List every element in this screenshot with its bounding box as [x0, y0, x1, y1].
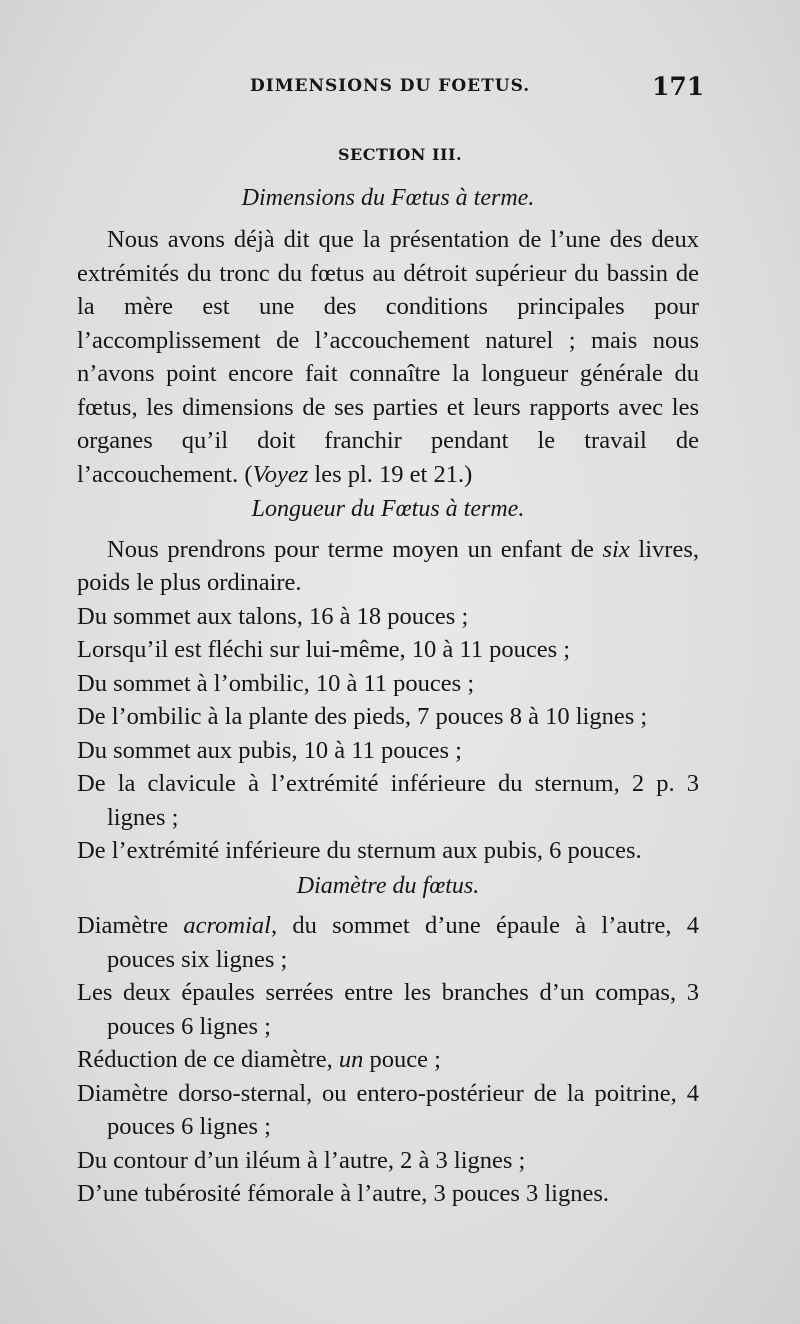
list-item: De la clavicule à l’extrémité inférieure du sternum, 2 p. 3 lignes ; [77, 770, 699, 831]
item-italic: acromial [183, 912, 271, 939]
list-item: Du contour d’un iléum à l’autre, 2 à 3 lignes ; [77, 1146, 526, 1174]
list-item: Du sommet aux pubis, 10 à 11 pouces ; [77, 736, 462, 764]
list-item: De l’ombilic à la plante des pieds, 7 pouces 8 à 10 lignes ; [77, 703, 648, 730]
item-text: Diamètre [77, 912, 184, 939]
list-item [77, 909, 699, 976]
list-item: Du sommet à l’ombilic, 10 à 11 pouces ; [77, 669, 475, 697]
intro-text: Nous avons déjà dit que la présentation de l’une des deux extrémités du tronc du fœtus au détroit supérieur du bassin de la mère est une des conditions principales pour l’accomplissement de l’accouchement naturel ; mais nous n’avons point encore fait connaître la longueur générale du fœtus, les dimensions de ses parties et leurs rapports avec les organes qu’il doit franchir pendant le travail de l’accouchement. ( [77, 226, 699, 488]
list-item: Diamètre dorso-sternal, ou entero-postérieur de la poitrine, 4 pouces 6 lignes ; [77, 1079, 699, 1140]
list-item [77, 1043, 699, 1077]
list-item: D’une tubérosité fémorale à l’autre, 3 pouces 3 lignes. [77, 1180, 610, 1207]
item-text-end: pouce ; [363, 1046, 441, 1073]
item-italic: un [338, 1046, 364, 1073]
longueur-intro-text: Nous prendrons pour terme moyen un enfant de [107, 535, 603, 563]
list-item: Les deux épaules serrées entre les branches d’un compas, 3 pouces 6 lignes ; [77, 979, 699, 1040]
subheading-longueur: Longueur du Fœtus à terme. [251, 496, 525, 522]
subheading-diametre: Diamètre du fœtus. [296, 872, 480, 899]
section-title: Dimensions du Fœtus à terme. [241, 184, 535, 211]
intro-italic: Voyez [252, 460, 309, 488]
item-text-end: , du sommet d’une épaule à l’autre, 4 pouces six lignes ; [107, 912, 699, 973]
item-text: Réduction de ce diamètre, [77, 1046, 339, 1073]
list-item: De l’extrémité inférieure du sternum aux pubis, 6 pouces. [77, 837, 642, 864]
longueur-intro-end: livres, poids le plus ordinaire. [77, 535, 699, 596]
longueur-intro-italic: six [602, 535, 630, 563]
intro-text-end: les pl. 19 et 21.) [308, 460, 473, 488]
running-head [0, 72, 800, 106]
body-text [77, 138, 699, 1211]
running-title: DIMENSIONS DU FOETUS. [250, 76, 531, 96]
intro-paragraph [77, 223, 699, 491]
page-number: 171 [652, 72, 705, 101]
longueur-intro [77, 533, 699, 600]
section-label: SECTION III. [337, 145, 463, 164]
list-item: Du sommet aux talons, 16 à 18 pouces ; [77, 602, 469, 630]
list-item: Lorsqu’il est fléchi sur lui-même, 10 à 11 pouces ; [77, 636, 571, 663]
